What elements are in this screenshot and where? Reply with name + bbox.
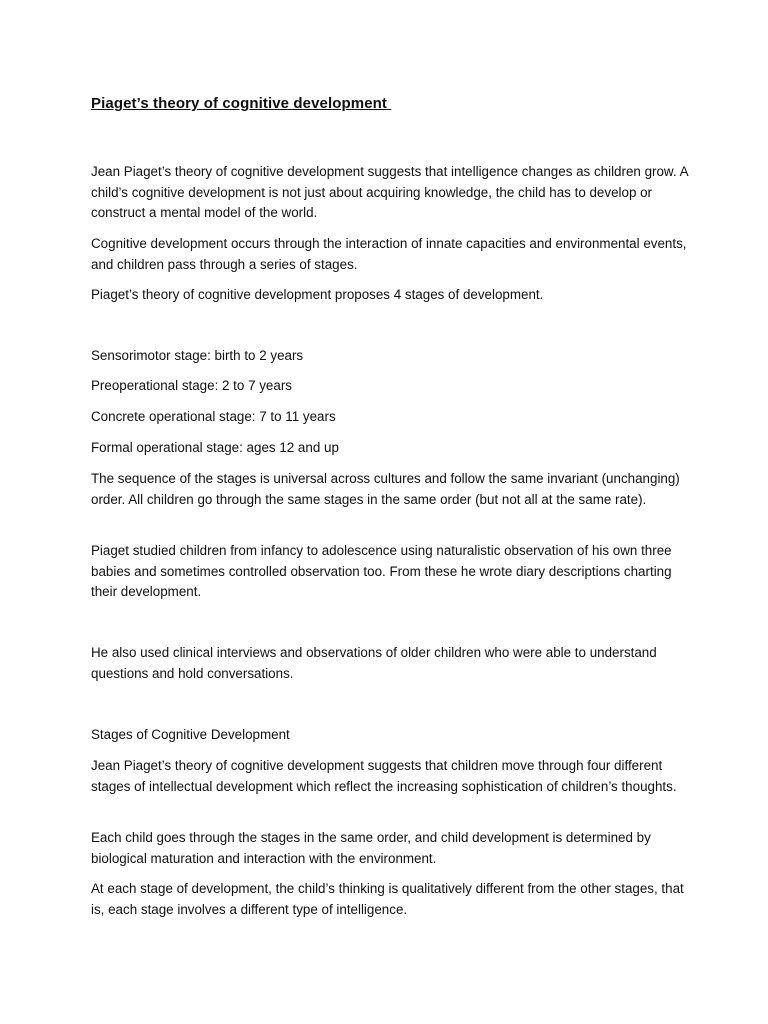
paragraph-clinical-interviews: He also used clinical interviews and observations of older children who were able to understand questions and hold conversations. xyxy=(91,645,657,681)
paragraph-interaction: Cognitive development occurs through the interaction of innate capacities and environmental events, and children pass through a series of stages. xyxy=(91,236,687,272)
paragraph-intro: Jean Piaget’s theory of cognitive development suggests that intelligence changes as children grow. A child’s cognitive development is not just about acquiring knowledge, the child has to develop or construct a mental model of the world. xyxy=(91,164,688,220)
paragraph-sequence: The sequence of the stages is universal across cultures and follow the same invariant (unchanging) order. All children go through the same stages in the same order (but not all at the same rate). xyxy=(91,471,680,507)
paragraph-qualitative: At each stage of development, the child’s thinking is qualitatively different from the other stages, that is, each stage involves a different type of intelligence. xyxy=(91,881,684,917)
paragraph-stages-count: Piaget’s theory of cognitive development proposes 4 stages of development. xyxy=(91,287,544,302)
document-title: Piaget’s theory of cognitive development xyxy=(91,95,392,112)
stage-sensorimotor: Sensorimotor stage: birth to 2 years xyxy=(91,348,304,363)
paragraph-observation: Piaget studied children from infancy to adolescence using naturalistic observation of his own three babies and sometimes controlled observation too. From these he wrote diary descriptions charting their development. xyxy=(91,543,672,599)
stage-concrete-operational: Concrete operational stage: 7 to 11 years xyxy=(91,409,336,424)
paragraph-four-stages: Jean Piaget’s theory of cognitive development suggests that children move through four different stages of intellectual development which reflect the increasing sophistication of children’s thoughts. xyxy=(91,758,677,794)
section-heading-stages: Stages of Cognitive Development xyxy=(91,727,290,742)
stage-preoperational: Preoperational stage: 2 to 7 years xyxy=(91,378,292,393)
paragraph-same-order: Each child goes through the stages in the same order, and child development is determined by biological maturation and interaction with the environment. xyxy=(91,830,651,866)
stage-formal-operational: Formal operational stage: ages 12 and up xyxy=(91,440,339,455)
